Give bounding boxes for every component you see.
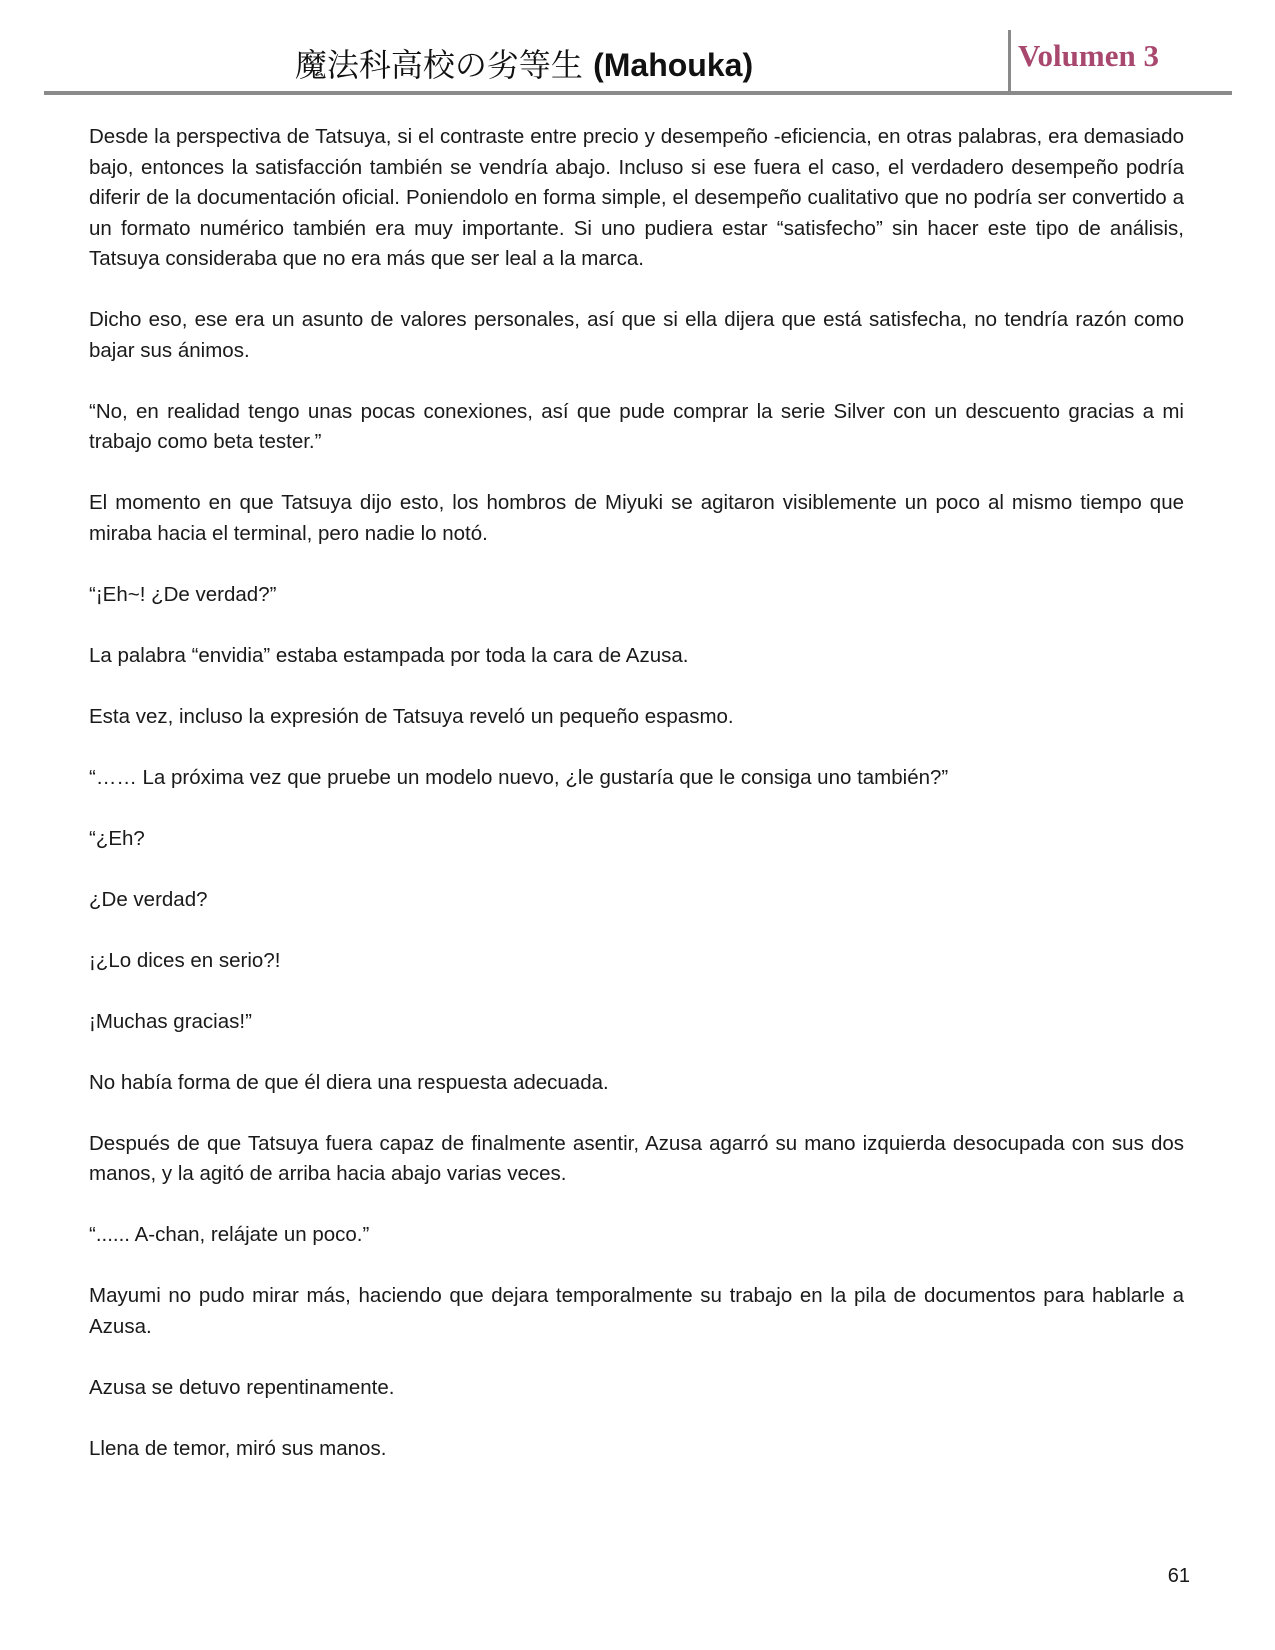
paragraph: “¿Eh? xyxy=(89,826,145,850)
paragraph: Llena de temor, miró sus manos. xyxy=(89,1436,387,1460)
paragraph: Azusa se detuvo repentinamente. xyxy=(89,1375,395,1399)
paragraph: ¡¿Lo dices en serio?! xyxy=(89,948,281,972)
paragraph: “¡Eh~! ¿De verdad?” xyxy=(89,582,277,606)
header-rule xyxy=(44,91,1232,95)
paragraph: Desde la perspectiva de Tatsuya, si el contraste entre precio y desempeño -eficiencia, en otras palabras, era demasiado bajo, entonces la satisfacción también se vendría abajo. Incluso si ese fuera el caso, el verdadero desempeño podría diferir de la documentación oficial. Poniendolo en forma simple, el desempeño cualitativo que no podría ser convertido a un formato numérico también era muy importante. Si uno pudiera estar “satisfecho” sin hacer este tipo de análisis, Tatsuya consideraba que no era más que ser leal a la marca. xyxy=(89,125,1184,270)
paragraph: ¿De verdad? xyxy=(89,887,208,911)
paragraph: La palabra “envidia” estaba estampada por toda la cara de Azusa. xyxy=(89,643,689,667)
paragraph: Mayumi no pudo mirar más, haciendo que dejara temporalmente su trabajo en la pila de documentos para hablarle a Azusa. xyxy=(89,1284,1184,1338)
body-text xyxy=(89,122,1184,1464)
paragraph: No había forma de que él diera una respuesta adecuada. xyxy=(89,1070,609,1094)
paragraph: “...... A-chan, relájate un poco.” xyxy=(89,1223,370,1246)
series-title-japanese: 魔法科高校の劣等生 xyxy=(294,46,583,84)
paragraph: Después de que Tatsuya fuera capaz de finalmente asentir, Azusa agarró su mano izquierda desocupada con sus dos manos, y la agitó de arriba hacia abajo varias veces. xyxy=(89,1131,1184,1185)
paragraph: “No, en realidad tengo unas pocas conexiones, así que pude comprar la serie Silver con un descuento gracias a mi trabajo como beta tester.” xyxy=(89,399,1184,453)
paragraph: El momento en que Tatsuya dijo esto, los hombros de Miyuki se agitaron visiblemente un poco al mismo tiempo que miraba hacia el terminal, pero nadie lo notó. xyxy=(89,491,1184,545)
volume-label: Volumen 3 xyxy=(1018,38,1159,73)
header-vertical-divider xyxy=(1008,30,1011,94)
paragraph: Dicho eso, ese era un asunto de valores personales, así que si ella dijera que está satisfecha, no tendría razón como bajar sus ánimos. xyxy=(89,308,1184,362)
paragraph: ¡Muchas gracias!” xyxy=(89,1009,252,1033)
page-number: 61 xyxy=(1167,1565,1190,1587)
series-title xyxy=(44,40,1004,86)
page-header xyxy=(44,28,1232,94)
series-title-romaji: (Mahouka) xyxy=(593,47,754,83)
paragraph: Esta vez, incluso la expresión de Tatsuya reveló un pequeño espasmo. xyxy=(89,704,734,728)
paragraph: “…… La próxima vez que pruebe un modelo nuevo, ¿le gustaría que le consiga uno también?” xyxy=(89,765,949,789)
